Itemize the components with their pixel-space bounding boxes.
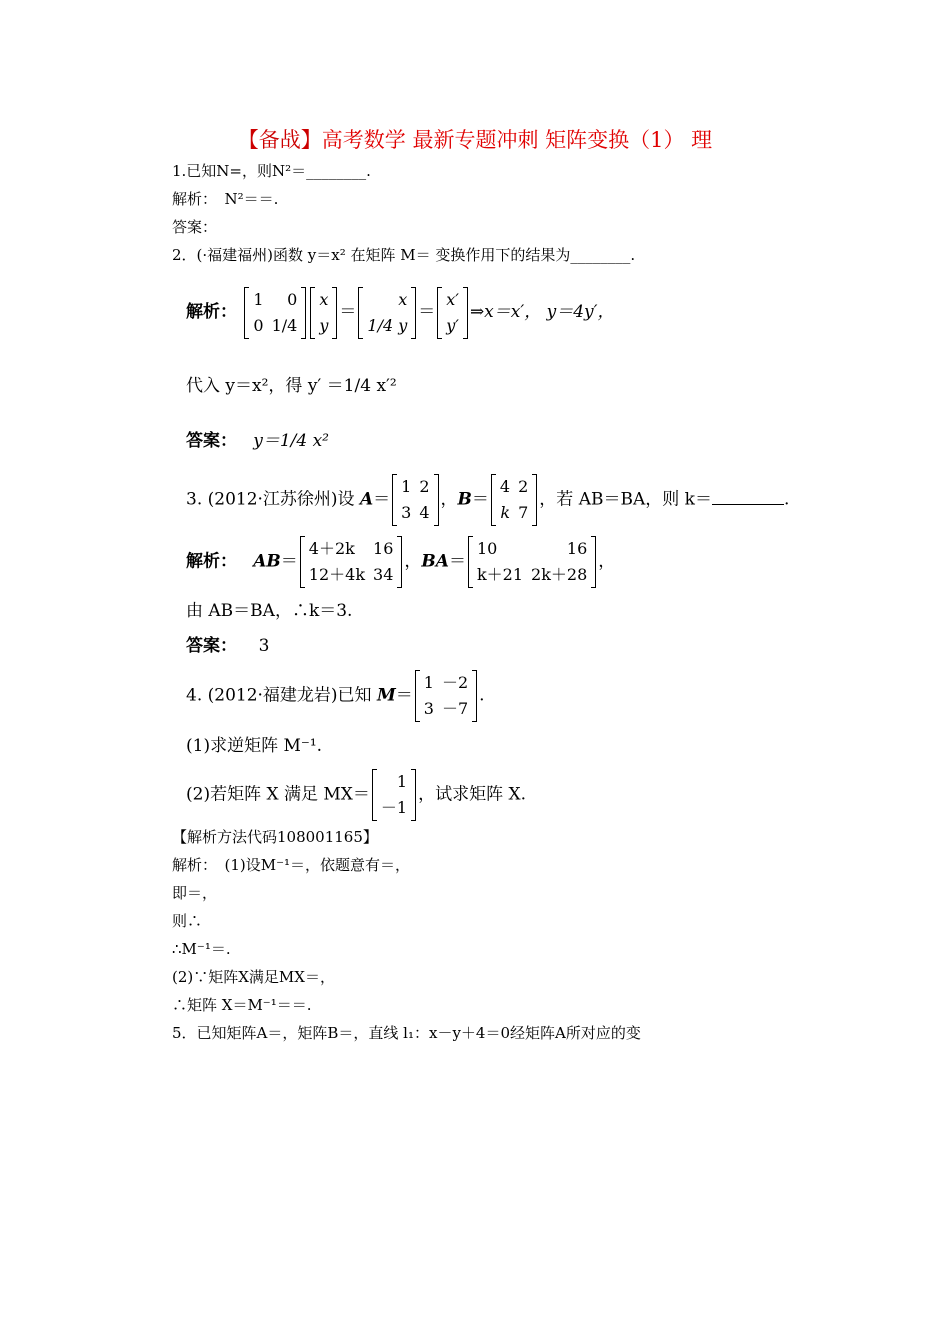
q4-p2-end: ，试求矩阵 X.: [418, 784, 527, 805]
q3-cond: 若 AB＝BA，则 k＝: [556, 489, 712, 510]
cell: －7: [441, 699, 469, 718]
title-tag: 【备战】: [237, 128, 322, 152]
q2-vector-result: [358, 287, 416, 339]
q3-conclusion: 由 AB＝BA，∴k＝3.: [186, 601, 353, 621]
q4-part2: [186, 769, 526, 821]
cell: 2: [419, 477, 430, 496]
q2-daan-val: y＝1/4 x²: [253, 431, 329, 451]
cell: 0: [253, 315, 264, 335]
cell: 34: [373, 565, 394, 584]
q3-daan-label: 答案：: [186, 636, 237, 656]
q2-substitute: 代入 y＝x²，得 y′ ＝1/4 x′²: [186, 376, 397, 396]
q2-result: ⇒x＝x′， y＝4y′，: [469, 302, 615, 322]
q3-start: 3. (2012·江苏徐州)设: [186, 489, 355, 510]
cell: x: [319, 289, 329, 309]
q3-matrix-ab: [300, 536, 403, 588]
cell: 12＋4k: [308, 565, 366, 584]
cell: 16: [373, 539, 394, 558]
page-title: [0, 124, 950, 154]
cell: 1: [253, 289, 264, 309]
q4-s1: 解析： (1)设M⁻¹＝，依题意有＝，: [172, 856, 411, 874]
q4-line: 4. (2012·福建龙岩)已知 M＝ 1 －2 3 －7 .: [186, 670, 485, 722]
cell: 1/4 y: [367, 315, 408, 335]
q3-matrix-b: [491, 474, 537, 526]
q2-jiexi-row: 解析： 1 0 0 1/4 x y ＝ x 1/4 y ＝ x′ y′ ⇒x＝x′， y＝4y′，: [186, 282, 615, 346]
q4-vector: [372, 769, 416, 821]
q2-prefix: 2．(: [172, 246, 203, 264]
cell: x′: [446, 289, 459, 309]
q3-jiexi-label: 解析：: [186, 551, 237, 572]
cell: 3: [423, 699, 434, 718]
q2-daan-row: [186, 430, 329, 452]
q4-s3: 则∴: [172, 912, 203, 930]
cell: －2: [441, 673, 469, 692]
q2-vector-xy: [310, 287, 337, 339]
q4-s5: (2)∵矩阵X满足MX＝，: [172, 968, 335, 986]
cell: 3: [401, 503, 412, 522]
q3-jiexi-row: 解析： AB＝ 4＋2k 16 12＋4k 34 ，BA＝ 10 16 k＋21 2k＋28 ，: [186, 536, 615, 588]
q2-line: [172, 245, 635, 265]
cell: 1: [396, 772, 408, 791]
q1-line: 1.已知N=，则N²＝________.: [172, 162, 371, 180]
q3-line: 3. (2012·江苏徐州)设 A＝ 1 2 3 4 ，B＝ 4 2 k 7 ，若 AB＝BA，则 k＝ .: [186, 474, 789, 526]
cell: y: [319, 315, 329, 335]
cell: －1: [380, 798, 408, 817]
q4-start: 4. (2012·福建龙岩)已知: [186, 685, 372, 706]
cell: k: [500, 503, 511, 522]
q4-part1: (1)求逆矩阵 M⁻¹.: [186, 736, 323, 756]
q4-s4: ∴M⁻¹＝.: [172, 940, 231, 958]
q4-s2: 即＝，: [172, 884, 218, 902]
q2-jiexi-label: 解析：: [186, 302, 237, 322]
cell: 4: [499, 477, 511, 496]
cell: 0: [287, 289, 298, 309]
q4-s6: ∴矩阵 X＝M⁻¹＝＝.: [172, 996, 312, 1014]
q2-vector-prime: [437, 287, 468, 339]
q3-daan-val: 3: [258, 636, 270, 656]
q2-matrix-m: [244, 287, 306, 339]
cell: 7: [518, 503, 529, 522]
cell: 1: [423, 673, 434, 692]
cell: 4: [419, 503, 430, 522]
q1-jiexi: 解析： N²＝＝.: [172, 190, 279, 208]
q4-code: 【解析方法代码108001165】: [172, 828, 378, 846]
cell: 2k＋28: [531, 565, 588, 584]
cell: k＋21: [476, 565, 524, 584]
q3-matrix-a: [392, 474, 438, 526]
cell: 10: [476, 539, 498, 558]
cell: 1/4: [271, 315, 298, 335]
q1-daan: 答案：: [172, 218, 218, 236]
q4-matrix-m: [415, 670, 477, 722]
q4-p2-start: (2)若矩阵 X 满足 MX＝: [186, 784, 370, 805]
cell: x: [398, 289, 408, 309]
cell: 1: [401, 477, 412, 496]
cell: 2: [518, 477, 529, 496]
cell: y′: [446, 315, 459, 335]
q3-matrix-ba: [468, 536, 596, 588]
q3-daan-row: [186, 635, 269, 657]
q5-line: 5．已知矩阵A＝，矩阵B＝，直线 l₁：x－y＋4＝0经矩阵A所对应的变: [172, 1024, 641, 1042]
cell: 4＋2k: [308, 539, 355, 558]
cell: 16: [566, 539, 588, 558]
q2-daan-label: 答案：: [186, 431, 237, 451]
q2-main: ·福建福州)函数 y＝x² 在矩阵 M＝ 变换作用下的结果为________.: [202, 246, 636, 264]
title-text: 高考数学 最新专题冲刺 矩阵变换（1） 理: [321, 128, 713, 152]
